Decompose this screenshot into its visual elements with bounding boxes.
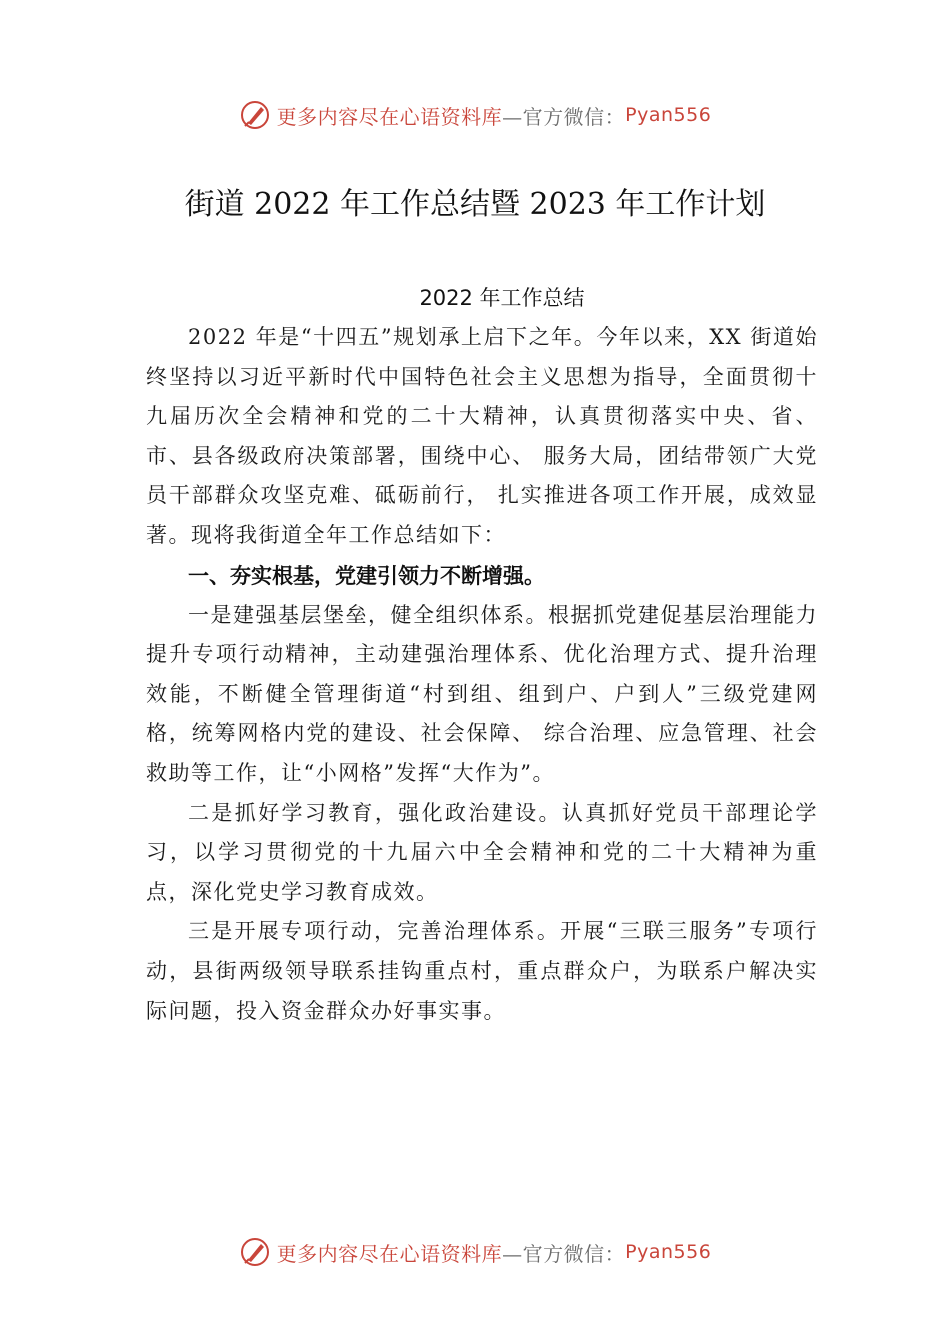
section-subtitle: 2022 年工作总结 xyxy=(419,286,585,310)
paragraph-2: 二是抓好学习教育，强化政治建设。认真抓好党员干部理论学习，以学习贯彻党的十九届六中全会精神和党的二十大精神为重点，深化党史学习教育成效。 xyxy=(146,800,818,904)
intro-paragraph: 2022 年是“十四五”规划承上启下之年。今年以来，XX 街道始终坚持以习近平新时代中国特色社会主义思想为指导，全面贯彻十九届历次全会精神和党的二十大精神，认真贯彻落实中央、省、市、县各级政府决策部署，围绕中心、 服务大局，团结带领广大党员干部群众攻坚克难、砥砺前行， 扎实推进各项工作开展，成效显著。现将我街道全年工作总结如下： xyxy=(146,325,818,547)
document-body xyxy=(146,278,818,1031)
quill-pen-logo-icon xyxy=(239,1236,271,1268)
footer-watermark xyxy=(0,1232,950,1272)
quill-pen-logo-icon xyxy=(239,99,271,131)
watermark-site-name: 更多内容尽在心语资料库 xyxy=(276,1241,503,1266)
watermark-wechat-label: —官方微信： xyxy=(502,1241,626,1266)
paragraph-3: 三是开展专项行动，完善治理体系。开展“三联三服务”专项行动，县街两级领导联系挂钩重点村，重点群众户，为联系户解决实际问题，投入资金群众办好事实事。 xyxy=(146,919,818,1023)
watermark-wechat-id: Pyan556 xyxy=(625,1241,712,1263)
watermark-site-name: 更多内容尽在心语资料库 xyxy=(276,104,503,129)
watermark-wechat-id: Pyan556 xyxy=(625,104,712,126)
document-title: 街道 2022 年工作总结暨 2023 年工作计划 xyxy=(184,187,766,222)
header-watermark xyxy=(0,95,950,135)
section-heading: 一、夯实根基，党建引领力不断增强。 xyxy=(188,563,545,588)
watermark-wechat-label: —官方微信： xyxy=(502,104,626,129)
paragraph-1: 一是建强基层堡垒，健全组织体系。根据抓党建促基层治理能力提升专项行动精神，主动建强治理体系、优化治理方式、提升治理效能，不断健全管理街道“村到组、组到户、户到人”三级党建网格，统筹网格内党的建设、社会保障、 综合治理、应急管理、社会救助等工作，让“小网格”发挥“大作为”。 xyxy=(146,602,818,785)
